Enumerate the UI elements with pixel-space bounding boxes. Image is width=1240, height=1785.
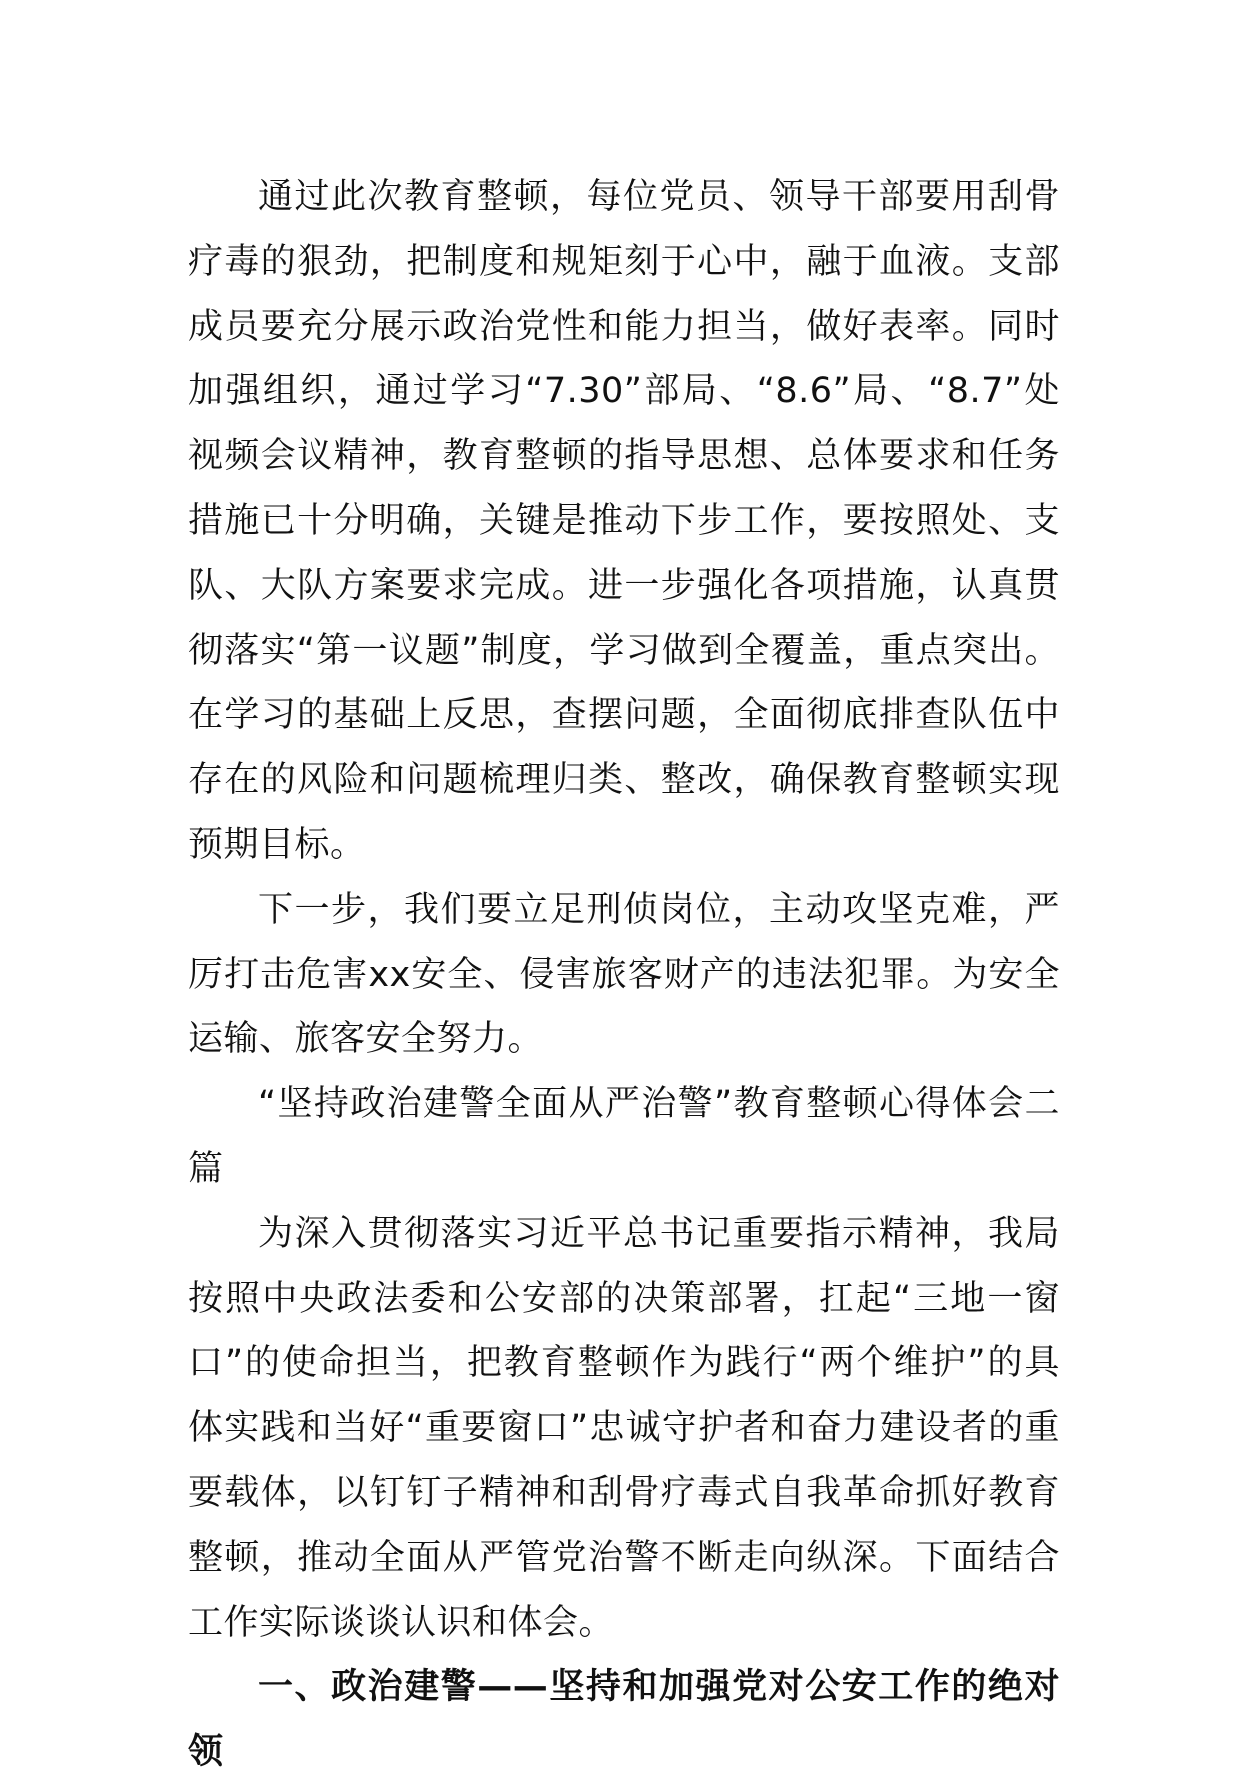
- section-heading: 一、政治建警——坚持和加强党对公安工作的绝对领: [188, 1667, 1060, 1773]
- article-title: “坚持政治建警全面从严治警”教育整顿心得体会二篇: [188, 1084, 1060, 1189]
- paragraph-introduction: 为深入贯彻落实习近平总书记重要指示精神，我局按照中央政法委和公安部的决策部署，扛起“三地一窗口”的使命担当，把教育整顿作为践行“两个维护”的具体实践和当好“重要窗口”忠诚守护者和奋力建设者的重要载体，以钉钉子精神和刮骨疗毒式自我革命抓好教育整顿，推动全面从严管党治警不断走向纵深。下面结合工作实际谈谈认识和体会。: [188, 1213, 1060, 1643]
- paragraph-education-rectification: 通过此次教育整顿，每位党员、领导干部要用刮骨疗毒的狠劲，把制度和规矩刻于心中，融于血液。支部成员要充分展示政治党性和能力担当，做好表率。同时加强组织，通过学习“7.30”部局、“8.6”局、“8.7”处视频会议精神，教育整顿的指导思想、总体要求和任务措施已十分明确，关键是推动下步工作，要按照处、支队、大队方案要求完成。进一步强化各项措施，认真贯彻落实“第一议题”制度，学习做到全覆盖，重点突出。在学习的基础上反思，查摆问题，全面彻底排查队伍中存在的风险和问题梳理归类、整改，确保教育整顿实现预期目标。: [188, 177, 1060, 865]
- document-body: [188, 165, 1060, 1785]
- paragraph-next-step: 下一步，我们要立足刑侦岗位，主动攻坚克难，严厉打击危害xx安全、侵害旅客财产的违法犯罪。为安全运输、旅客安全努力。: [188, 889, 1060, 1060]
